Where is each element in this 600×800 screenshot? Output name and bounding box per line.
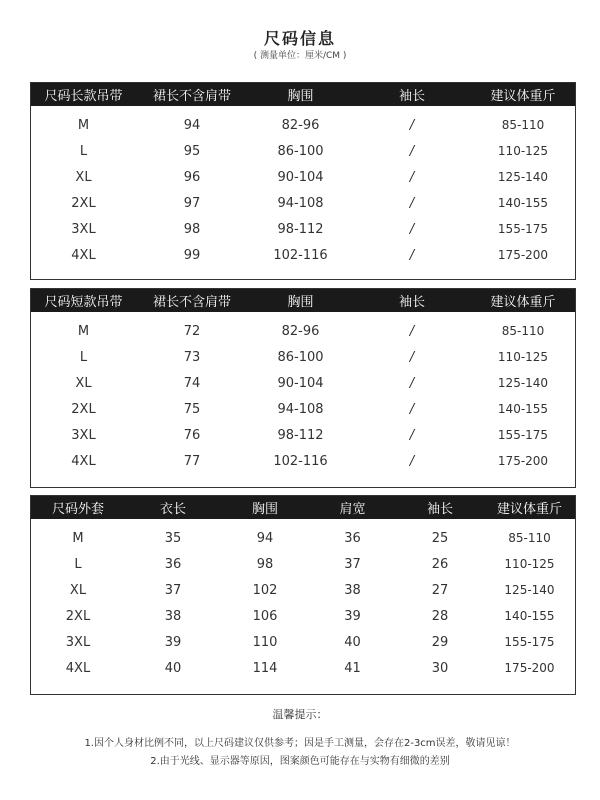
column-header: 袖长 <box>398 295 425 310</box>
table-cell: M <box>77 323 90 339</box>
table-header-row <box>31 496 575 519</box>
table-cell: 37 <box>164 582 182 598</box>
table-cell: 3XL <box>71 221 96 237</box>
column-header: 建议体重斤 <box>490 89 556 104</box>
table-cell: / <box>409 401 415 417</box>
table-cell: 4XL <box>65 660 91 676</box>
table-row <box>31 629 575 655</box>
table-cell: / <box>409 169 415 185</box>
table-row <box>31 603 575 629</box>
table-row <box>31 396 575 422</box>
table-cell: 4XL <box>71 247 96 263</box>
table-row <box>31 344 575 370</box>
column-header: 裙长不含肩带 <box>152 89 231 104</box>
table-row <box>31 551 575 577</box>
table-cell: 95 <box>183 143 201 159</box>
column-header: 尺码长款吊带 <box>44 89 123 104</box>
table-cell: 155-175 <box>497 222 549 236</box>
table-cell: 77 <box>183 453 201 469</box>
column-header: 建议体重斤 <box>490 295 556 310</box>
table-cell: L <box>74 556 82 572</box>
table-cell: 85-110 <box>501 118 545 132</box>
table-cell: 36 <box>344 530 361 546</box>
column-header: 尺码短款吊带 <box>44 295 123 310</box>
table-cell: / <box>409 117 415 133</box>
table-cell: 2XL <box>65 608 91 624</box>
table-cell: L <box>79 349 88 365</box>
table-cell: 82-96 <box>281 323 320 339</box>
table-cell: 102 <box>252 582 278 598</box>
table-row <box>31 112 575 138</box>
table-cell: 175-200 <box>504 661 555 675</box>
column-header: 尺码外套 <box>51 502 104 517</box>
table-cell: 39 <box>164 634 182 650</box>
table-cell: 110-125 <box>497 144 549 158</box>
table-cell: 125-140 <box>497 376 549 390</box>
table-row <box>31 577 575 603</box>
table-cell: 85-110 <box>501 324 545 338</box>
table-cell: 30 <box>431 660 449 676</box>
table-cell: 155-175 <box>504 635 555 649</box>
table-cell: 3XL <box>71 427 96 443</box>
table-cell: 38 <box>164 608 182 624</box>
table-cell: 76 <box>183 427 201 443</box>
table-cell: 2XL <box>71 195 96 211</box>
table-cell: 94-108 <box>277 401 324 417</box>
table-cell: 98-112 <box>277 427 324 443</box>
table-cell: 37 <box>344 556 361 572</box>
table-cell: XL <box>75 169 92 185</box>
table-row <box>31 164 575 190</box>
table-cell: / <box>409 143 415 159</box>
table-row <box>31 370 575 396</box>
table-cell: 102-116 <box>273 247 328 263</box>
table-cell: 94 <box>256 530 274 546</box>
table-row <box>31 318 575 344</box>
table-cell: 155-175 <box>497 428 549 442</box>
table-cell: 85-110 <box>508 531 551 545</box>
table-cell: 96 <box>183 169 201 185</box>
table-cell: / <box>409 427 415 443</box>
size-table-jacket <box>30 495 576 695</box>
tip-line-2: 2.由于光线、显示器等原因，图案颜色可能存在与实物有细微的差别 <box>150 756 450 767</box>
column-header: 衣长 <box>159 502 186 517</box>
table-cell: XL <box>69 582 87 598</box>
table-cell: / <box>409 221 415 237</box>
table-cell: L <box>79 143 88 159</box>
table-row <box>31 655 575 681</box>
table-cell: 99 <box>183 247 201 263</box>
column-header: 袖长 <box>426 502 453 517</box>
table-cell: 73 <box>183 349 201 365</box>
table-cell: / <box>409 349 415 365</box>
column-header: 建议体重斤 <box>496 502 562 517</box>
table-cell: / <box>409 453 415 469</box>
table-cell: 40 <box>344 634 361 650</box>
table-row <box>31 448 575 474</box>
table-cell: 2XL <box>71 401 96 417</box>
table-cell: 140-155 <box>504 609 555 623</box>
table-cell: 3XL <box>65 634 91 650</box>
column-header: 裙长不含肩带 <box>152 295 231 310</box>
table-cell: 86-100 <box>277 349 324 365</box>
table-cell: / <box>409 375 415 391</box>
table-cell: 40 <box>164 660 182 676</box>
size-table-short-camisole <box>30 288 576 488</box>
table-cell: 140-155 <box>497 402 549 416</box>
column-header: 胸围 <box>287 295 314 310</box>
table-row <box>31 525 575 551</box>
table-cell: 98-112 <box>277 221 324 237</box>
table-cell: M <box>77 117 90 133</box>
size-table-long-camisole <box>30 82 576 280</box>
table-cell: 140-155 <box>497 196 549 210</box>
table-cell: 75 <box>183 401 201 417</box>
table-cell: 35 <box>164 530 182 546</box>
tip-line-1: 1.因个人身材比例不同，以上尺码建议仅供参考；因是手工测量，会存在2-3cm误差，敬请见谅！ <box>84 738 516 749</box>
table-cell: M <box>72 530 84 546</box>
table-cell: / <box>409 247 415 263</box>
table-cell: 114 <box>252 660 278 676</box>
table-cell: XL <box>75 375 92 391</box>
table-cell: 106 <box>252 608 278 624</box>
table-cell: 39 <box>344 608 361 624</box>
table-cell: 28 <box>431 608 449 624</box>
table-cell: / <box>409 195 415 211</box>
table-cell: 86-100 <box>277 143 324 159</box>
table-cell: 90-104 <box>277 375 324 391</box>
table-cell: 98 <box>183 221 201 237</box>
table-cell: 72 <box>183 323 201 339</box>
table-header-row <box>31 83 575 106</box>
table-cell: 175-200 <box>497 454 549 468</box>
table-row <box>31 422 575 448</box>
table-row <box>31 242 575 268</box>
page-title: 尺码信息 <box>263 29 336 48</box>
table-cell: 4XL <box>71 453 96 469</box>
table-cell: 29 <box>431 634 449 650</box>
table-cell: 125-140 <box>497 170 549 184</box>
measurement-unit-note: ( 测量单位：厘米/CM ) <box>253 51 347 61</box>
table-cell: 82-96 <box>281 117 320 133</box>
column-header: 肩宽 <box>339 502 366 517</box>
table-cell: 98 <box>256 556 274 572</box>
table-cell: 41 <box>344 660 361 676</box>
table-cell: 125-140 <box>504 583 555 597</box>
table-cell: 94 <box>183 117 201 133</box>
table-cell: 97 <box>183 195 201 211</box>
table-cell: 27 <box>431 582 449 598</box>
table-cell: 90-104 <box>277 169 324 185</box>
table-cell: 25 <box>431 530 449 546</box>
column-header: 胸围 <box>287 89 314 104</box>
column-header: 袖长 <box>398 89 425 104</box>
column-header: 胸围 <box>251 502 278 517</box>
table-cell: 102-116 <box>273 453 328 469</box>
table-cell: 94-108 <box>277 195 324 211</box>
table-cell: 110-125 <box>497 350 549 364</box>
table-cell: / <box>409 323 415 339</box>
table-cell: 26 <box>431 556 449 572</box>
table-row <box>31 216 575 242</box>
table-cell: 38 <box>344 582 361 598</box>
table-row <box>31 138 575 164</box>
table-header-row <box>31 289 575 312</box>
table-cell: 36 <box>164 556 182 572</box>
table-cell: 74 <box>183 375 201 391</box>
table-cell: 110-125 <box>504 557 555 571</box>
table-cell: 110 <box>252 634 278 650</box>
tips-title: 温馨提示： <box>272 708 328 721</box>
table-row <box>31 190 575 216</box>
table-cell: 175-200 <box>497 248 549 262</box>
